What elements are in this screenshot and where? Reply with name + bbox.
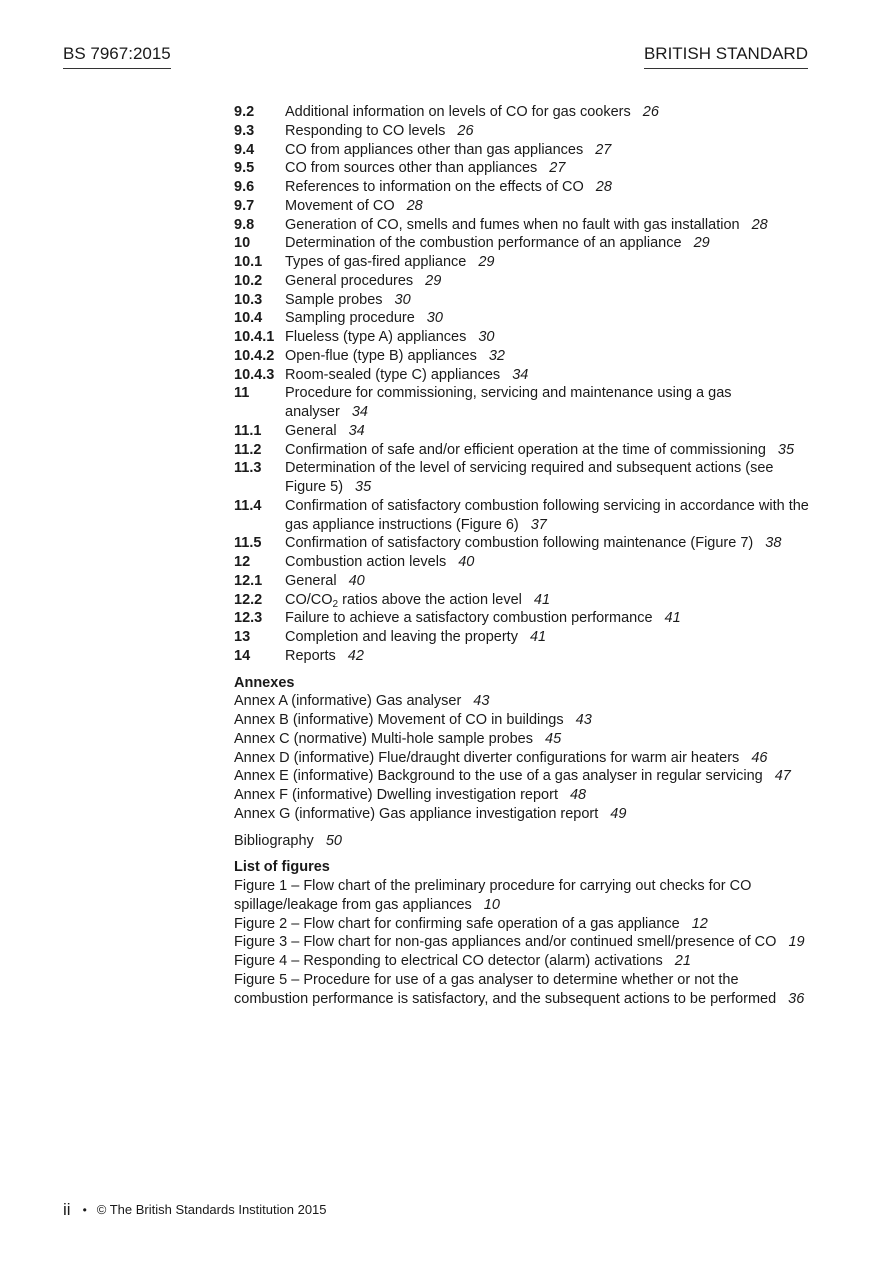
toc-entry-number: 10 — [234, 235, 251, 252]
toc-entry-text: Procedure for commissioning, servicing and maintenance using a gas analyser — [285, 385, 732, 420]
toc-entry-subscript: 2 — [332, 598, 339, 610]
toc-entry-text: Determination of the level of servicing required and subsequent actions (see Figure 5) — [285, 460, 774, 495]
toc-entry-text: General — [285, 422, 337, 439]
figure-entry-text: Figure 4 – Responding to electrical CO detector (alarm) activations — [234, 953, 663, 969]
toc-entry-title — [285, 103, 814, 122]
toc-entry-title — [285, 122, 814, 141]
page-footer — [63, 1201, 327, 1219]
toc-entry-number: 9.5 — [234, 160, 255, 177]
toc-entry-page: 42 — [347, 647, 364, 664]
figure-entry-page: 19 — [788, 934, 805, 951]
figure-entry-page: 21 — [674, 953, 691, 969]
toc-entry-page: 28 — [406, 197, 423, 214]
toc-entry-number: 14 — [234, 647, 251, 664]
toc-entry-page: 29 — [478, 254, 495, 270]
toc-entry-text: Room-sealed (type C) appliances — [285, 366, 501, 383]
toc-entry[interactable] — [234, 422, 814, 441]
toc-entry-page: 38 — [765, 535, 782, 552]
toc-sections — [234, 103, 814, 666]
annex-entry-text: Annex F (informative) Dwelling investigation report — [234, 787, 558, 803]
toc-entry[interactable] — [234, 609, 814, 628]
figures-list — [234, 877, 814, 1008]
bibliography-text: Bibliography — [234, 832, 314, 849]
toc-entry-title — [285, 234, 814, 253]
toc-entry-text: Flueless (type A) appliances — [285, 329, 467, 345]
toc-entry-page: 26 — [642, 104, 659, 120]
annex-entry-text: Annex G (informative) Gas appliance investigation report — [234, 805, 599, 822]
toc-entry[interactable] — [234, 647, 814, 666]
toc-entry-number: 12.2 — [234, 591, 263, 608]
toc-entry-page: 41 — [529, 629, 547, 645]
toc-entry-number: 11 — [234, 385, 250, 402]
toc-entry[interactable] — [234, 628, 814, 647]
toc-entry-title — [285, 216, 814, 235]
toc-entry-title — [285, 197, 814, 216]
figure-entry[interactable] — [234, 952, 814, 971]
toc-entry-title — [285, 272, 814, 291]
toc-entry-text: Determination of the combustion performance of an appliance — [285, 235, 682, 252]
toc-entry-title — [285, 253, 814, 272]
toc-entry-text: References to information on the effects of CO — [285, 179, 584, 195]
toc-entry[interactable] — [234, 534, 814, 553]
toc-entry-text: CO from appliances other than gas appliances — [285, 141, 584, 158]
annex-entry[interactable] — [234, 749, 814, 768]
table-of-contents — [234, 103, 814, 1008]
toc-entry-page: 34 — [351, 404, 368, 420]
toc-entry-title — [285, 534, 814, 553]
toc-entry-title — [285, 178, 814, 197]
toc-entry[interactable] — [234, 497, 814, 535]
toc-entry-text: General procedures — [285, 272, 414, 289]
figure-entry-text: Figure 2 – Flow chart for confirming safe operation of a gas appliance — [234, 915, 680, 932]
copyright-text: © The British Standards Institution 2015 — [96, 1202, 327, 1217]
figure-entry[interactable] — [234, 877, 814, 915]
toc-entry[interactable] — [234, 553, 814, 572]
annex-entry[interactable] — [234, 767, 814, 786]
figures-heading: List of figures — [234, 859, 330, 876]
toc-entry-text: Reports — [285, 647, 336, 664]
toc-entry-number: 12 — [234, 554, 251, 570]
toc-entry[interactable] — [234, 141, 814, 160]
footer-bullet: • — [82, 1203, 87, 1217]
toc-entry-page: 37 — [530, 516, 547, 533]
figure-entry-page: 36 — [788, 990, 805, 1007]
toc-entry-title — [285, 366, 814, 385]
annex-entry-page: 46 — [751, 749, 768, 766]
toc-entry[interactable] — [234, 366, 814, 385]
toc-entry-number: 11.3 — [234, 460, 262, 477]
toc-entry-page: 27 — [549, 160, 566, 177]
toc-entry-text: Sampling procedure — [285, 310, 415, 327]
annex-entry-page: 47 — [774, 768, 791, 785]
toc-entry[interactable] — [234, 197, 814, 216]
toc-entry-title — [285, 159, 814, 178]
toc-entry-number: 12.1 — [234, 572, 263, 589]
toc-entry-title — [285, 441, 814, 460]
toc-entry[interactable] — [234, 347, 814, 366]
toc-entry[interactable] — [234, 253, 814, 272]
toc-entry-title — [285, 422, 814, 441]
toc-entry-page: 32 — [488, 347, 505, 364]
toc-entry-text: Confirmation of safe and/or efficient operation at the time of commissioning — [285, 441, 766, 458]
toc-entry-text: ratios above the action level — [338, 591, 522, 608]
toc-entry-number: 10.4.2 — [234, 347, 275, 364]
toc-entry-number: 9.3 — [234, 122, 255, 139]
annex-entry[interactable] — [234, 805, 814, 824]
figure-entry-page: 10 — [483, 896, 500, 913]
toc-entry-page: 35 — [777, 441, 795, 458]
toc-entry-text: Responding to CO levels — [285, 122, 446, 139]
header-standard-number: BS 7967:2015 — [63, 43, 171, 69]
toc-entry-number: 11.4 — [234, 497, 262, 514]
toc-entry[interactable] — [234, 122, 814, 141]
toc-entry-title — [285, 309, 814, 328]
figure-entry-text: Figure 1 – Flow chart of the preliminary procedure for carrying out checks for CO spillage/leakage from gas appliances — [234, 878, 752, 913]
toc-entry-title — [285, 347, 814, 366]
toc-entry[interactable] — [234, 328, 814, 347]
annex-entry-page: 43 — [575, 712, 592, 728]
bibliography-page: 50 — [325, 832, 342, 849]
toc-entry-page: 28 — [751, 216, 768, 233]
toc-entry-page: 28 — [595, 179, 612, 195]
toc-entry-title — [285, 384, 814, 422]
toc-entry-text: Confirmation of satisfactory combustion following maintenance (Figure 7) — [285, 535, 754, 552]
toc-entry-page: 41 — [664, 610, 681, 627]
annex-entry[interactable] — [234, 711, 814, 730]
toc-entry-page: 41 — [533, 591, 551, 608]
toc-entry-text: Completion and leaving the property — [285, 629, 518, 645]
toc-entry-number: 11.5 — [234, 535, 262, 552]
toc-entry-number: 10.4.3 — [234, 366, 275, 383]
toc-entry[interactable] — [234, 591, 814, 610]
toc-entry-text: Failure to achieve a satisfactory combustion performance — [285, 610, 653, 627]
figure-entry[interactable] — [234, 915, 814, 934]
annex-entry-page: 45 — [545, 730, 562, 747]
toc-entry[interactable] — [234, 441, 814, 460]
toc-entry-page: 40 — [458, 554, 475, 570]
toc-entry-text: General — [285, 572, 337, 589]
annex-entry[interactable] — [234, 692, 814, 711]
toc-entry[interactable] — [234, 272, 814, 291]
annex-entry-page: 48 — [569, 787, 587, 803]
toc-entry-text: CO from sources other than appliances — [285, 160, 538, 177]
figure-entry[interactable] — [234, 933, 814, 952]
toc-entry-page: 35 — [355, 479, 372, 495]
toc-entry[interactable] — [234, 159, 814, 178]
annex-entry-text: Annex E (informative) Background to the use of a gas analyser in regular servicing — [234, 768, 763, 785]
toc-entry-title — [285, 591, 814, 610]
toc-entry-text: Sample probes — [285, 291, 383, 308]
annexes-heading: Annexes — [234, 674, 295, 691]
toc-entry-number: 9.7 — [234, 197, 255, 214]
toc-entry-text: Movement of CO — [285, 197, 395, 214]
toc-entry[interactable] — [234, 384, 814, 422]
toc-entry-page: 40 — [348, 572, 365, 589]
toc-entry-title — [285, 647, 814, 666]
annex-entry-text: Annex C (normative) Multi-hole sample probes — [234, 730, 533, 747]
figure-entry-text: Figure 3 – Flow chart for non-gas appliances and/or continued smell/presence of CO — [234, 934, 777, 951]
toc-entry-page: 26 — [457, 122, 474, 139]
toc-entry-title — [285, 628, 814, 647]
toc-entry-page: 30 — [394, 291, 411, 308]
toc-entry-number: 11.1 — [234, 422, 262, 439]
toc-entry-title — [285, 459, 814, 497]
figure-entry[interactable] — [234, 971, 814, 1009]
toc-entry-page: 34 — [348, 422, 365, 439]
figure-entry-page: 12 — [691, 915, 708, 932]
toc-entry-text: Types of gas-fired appliance — [285, 254, 467, 270]
toc-entry-text: CO/CO — [285, 591, 333, 608]
figure-entry-text: Figure 5 – Procedure for use of a gas analyser to determine whether or not the combustion performance is satisfactory, and the subsequent actions to be performed — [234, 971, 777, 1007]
toc-entry-number: 13 — [234, 629, 251, 645]
toc-entry-text: Generation of CO, smells and fumes when no fault with gas installation — [285, 216, 740, 233]
toc-entry-page: 29 — [693, 235, 710, 252]
annex-entry-page: 49 — [610, 805, 627, 822]
toc-entry-number: 10.4 — [234, 310, 263, 327]
toc-entry-text: Confirmation of satisfactory combustion following servicing in accordance with the gas appliance instructions (Figure 6) — [285, 497, 809, 533]
annex-entry-page: 43 — [473, 693, 490, 710]
toc-entry-number: 10.1 — [234, 254, 263, 270]
toc-entry[interactable] — [234, 459, 814, 497]
toc-entry-page: 30 — [426, 310, 443, 327]
header-publisher: BRITISH STANDARD — [644, 43, 808, 69]
annex-entry-text: Annex A (informative) Gas analyser — [234, 693, 462, 710]
toc-entry[interactable] — [234, 178, 814, 197]
toc-entry-number: 11.2 — [234, 441, 262, 458]
page-number: ii — [63, 1200, 71, 1219]
toc-entry-text: Combustion action levels — [285, 554, 447, 570]
toc-entry[interactable] — [234, 103, 814, 122]
toc-entry-title — [285, 572, 814, 591]
toc-entry-title — [285, 609, 814, 628]
annexes-list — [234, 692, 814, 823]
annex-entry[interactable] — [234, 786, 814, 805]
toc-entry-title — [285, 291, 814, 310]
toc-entry-page: 27 — [595, 141, 612, 158]
toc-entry[interactable] — [234, 309, 814, 328]
toc-entry[interactable] — [234, 234, 814, 253]
toc-entry-number: 10.3 — [234, 291, 263, 308]
toc-entry[interactable] — [234, 291, 814, 310]
toc-entry-title — [285, 328, 814, 347]
annex-entry-text: Annex B (informative) Movement of CO in buildings — [234, 712, 564, 728]
toc-entry-number: 10.2 — [234, 272, 263, 289]
toc-entry-number: 9.8 — [234, 216, 255, 233]
annex-entry-text: Annex D (informative) Flue/draught diverter configurations for warm air heaters — [234, 749, 740, 766]
toc-entry-page: 34 — [512, 366, 529, 383]
toc-entry-page: 29 — [425, 272, 442, 289]
toc-entry-number: 9.2 — [234, 104, 255, 120]
annex-entry[interactable] — [234, 730, 814, 749]
toc-entry-title — [285, 141, 814, 160]
toc-entry-text: Additional information on levels of CO for gas cookers — [285, 104, 631, 120]
toc-entry[interactable] — [234, 216, 814, 235]
toc-entry-title — [285, 553, 814, 572]
toc-entry[interactable] — [234, 572, 814, 591]
toc-entry-title — [285, 497, 814, 535]
toc-entry-number: 9.4 — [234, 141, 255, 158]
toc-entry-number: 9.6 — [234, 179, 255, 195]
toc-entry-page: 30 — [478, 329, 495, 345]
toc-entry-text: Open-flue (type B) appliances — [285, 347, 477, 364]
toc-entry-number: 10.4.1 — [234, 329, 275, 345]
bibliography-entry[interactable] — [234, 832, 814, 851]
toc-entry-number: 12.3 — [234, 610, 263, 627]
